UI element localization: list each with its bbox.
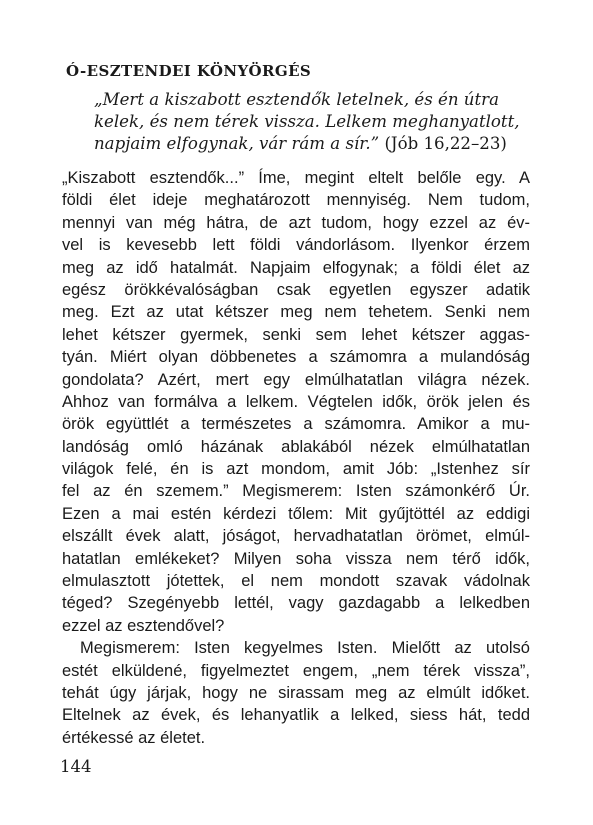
text-line: Eltelnek az évek, és lehanyatlik a lelked, siess hát, tedd <box>62 706 530 725</box>
text-line: mennyi van még hátra, de azt tudom, hogy ezzel az év- <box>62 213 530 232</box>
text-line: tyán. Miért olyan döbbenetes a számomra a mulandóság <box>62 348 530 367</box>
text-line: téged? Szegényebb lettél, vagy gazdagabb a lelkedben <box>62 594 530 613</box>
epigraph-line: kelek, és nem térek vissza. Lelkem meghanyatlott, <box>94 112 520 131</box>
text-line: fel az én szemem.” Megismerem: Isten számonkérő Úr. <box>62 482 530 501</box>
paragraph <box>62 637 530 749</box>
text-line: estét elküldené, figyelmeztet engem, „nem térek vissza”, <box>62 661 530 680</box>
text-line: Ahhoz van formálva a lelkem. Végtelen idők, örök jelen és <box>62 392 530 411</box>
epigraph-line: „Mert a kiszabott esztendők letelnek, és én útra <box>94 90 499 109</box>
page-number: 144 <box>60 757 92 776</box>
epigraph <box>94 89 524 155</box>
text-line: elszállt évek alatt, jóságot, hervadhatatlan örömet, elmúl- <box>62 527 530 546</box>
text-line: meg az idő hatalmát. Napjaim elfogynak; a földi élet az <box>62 258 530 277</box>
text-line: örök együttlét a természetes a számomra. Amikor a mu- <box>62 415 530 434</box>
bible-reference: (Jób 16,22–23) <box>379 134 507 153</box>
text-line: hatatlan emlékeket? Milyen soha vissza nem térő idők, <box>62 549 530 568</box>
text-line: értékessé az életet. <box>62 728 206 747</box>
text-line: „Kiszabott esztendők...” Íme, megint eltelt belőle egy. A <box>62 169 530 187</box>
text-line: gondolata? Azért, mert egy elmúlhatatlan világra nézek. <box>62 370 530 389</box>
paragraph <box>62 167 530 637</box>
text-line: elmulasztott jótettek, el nem mondott szavak vádolnak <box>62 572 530 591</box>
text-line: Megismerem: Isten kegyelmes Isten. Mielőtt az utolsó <box>80 639 530 658</box>
text-line: világok felé, én is azt mondom, amit Jób: „Istenhez sír <box>62 460 530 479</box>
text-line: egész örökkévalóságban csak egyetlen egyszer adatik <box>62 280 530 299</box>
epigraph-line <box>94 133 524 155</box>
epigraph-quote-end: napjaim elfogynak, vár rám a sír.” <box>94 134 380 153</box>
text-line: landóság omló házának ablakából nézek elmúlhatatlan <box>62 437 530 456</box>
text-line: ezzel az esztendővel? <box>62 616 225 635</box>
body-text <box>62 167 530 749</box>
text-line: meg. Ezt az utat kétszer meg nem tehetem. Senki nem <box>62 303 530 322</box>
text-line: tehát úgy járjak, hogy ne sirassam meg az elmúlt időket. <box>62 683 530 702</box>
text-line: lehet kétszer gyermek, senki sem lehet kétszer aggas- <box>62 325 530 344</box>
text-line: Ezen a mai estén kérdezi tőlem: Mit gyűjtöttél az eddigi <box>62 504 530 523</box>
chapter-heading: Ó-ESZTENDEI KÖNYÖRGÉS <box>66 62 312 80</box>
text-line: vel is kevesebb lett földi vándorlásom. Ilyenkor érzem <box>62 236 530 255</box>
text-line: földi élet ideje meghatározott mennyiség. Nem tudom, <box>62 191 530 210</box>
